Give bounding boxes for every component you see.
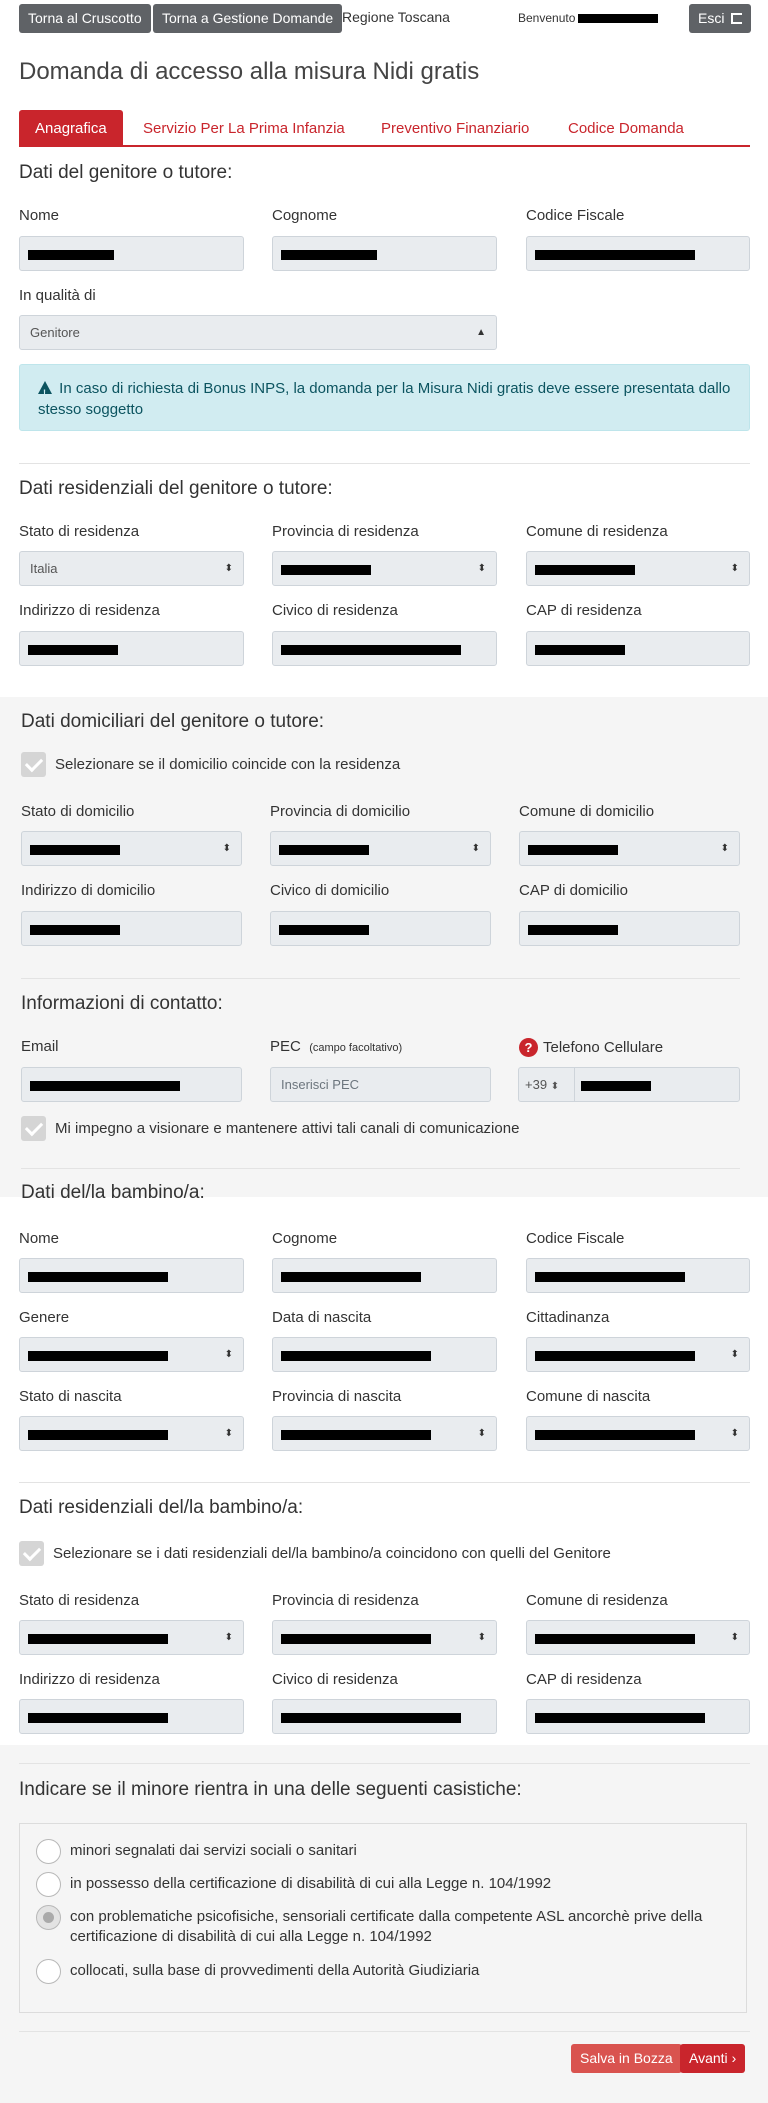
select-arrows-icon: ⬍ <box>730 1632 739 1643</box>
resb-provincia-label: Provincia di residenza <box>272 1592 419 1609</box>
pec-optional-note: (campo facoltativo) <box>309 1042 403 1054</box>
select-arrows-icon: ⬍ <box>550 1081 560 1092</box>
section-domicilio-title: Dati domiciliari del genitore o tutore: <box>21 711 325 732</box>
email-label: Email <box>21 1038 59 1055</box>
resb-cap-label: CAP di residenza <box>526 1671 642 1688</box>
genere-select[interactable] <box>19 1337 244 1372</box>
cittadinanza-select[interactable] <box>526 1337 750 1372</box>
genitore-cf-label: Codice Fiscale <box>526 207 625 224</box>
redacted-value <box>28 645 118 655</box>
comune-nascita-label: Comune di nascita <box>526 1388 651 1405</box>
dom-civico-label: Civico di domicilio <box>270 882 390 899</box>
select-arrows-icon: ⬍ <box>222 843 231 854</box>
residenza-bambino-coincide-checkbox[interactable] <box>19 1541 44 1566</box>
save-draft-button[interactable]: Salva in Bozza <box>571 2044 682 2073</box>
resb-indirizzo-input[interactable] <box>19 1699 244 1734</box>
divider <box>19 1763 750 1764</box>
redacted-value <box>281 1430 431 1440</box>
logout-label: Esci <box>698 10 725 26</box>
top-bar <box>0 0 768 38</box>
provincia-nascita-label: Provincia di nascita <box>272 1388 402 1405</box>
contact-commitment-label: Mi impegno a visionare e mantenere attivi tali canali di comunicazione <box>55 1120 520 1137</box>
casistiche-options-box <box>19 1823 747 2013</box>
genitore-cf-input[interactable] <box>526 236 750 271</box>
divider <box>19 463 750 464</box>
redacted-value <box>30 845 120 855</box>
divider <box>21 1168 740 1169</box>
resb-provincia-select[interactable] <box>272 1620 497 1655</box>
res-comune-label: Comune di residenza <box>526 523 668 540</box>
bambino-nome-input[interactable] <box>19 1258 244 1293</box>
res-comune-select[interactable] <box>526 551 750 586</box>
resb-comune-label: Comune di residenza <box>526 1592 668 1609</box>
stato-nascita-select[interactable] <box>19 1416 244 1451</box>
redacted-value <box>281 1713 461 1723</box>
telefono-label: Telefono Cellulare <box>543 1039 664 1056</box>
data-nascita-label: Data di nascita <box>272 1309 372 1326</box>
alert-text: In caso di richiesta di Bonus INPS, la domanda per la Misura Nidi gratis deve essere presentata dallo stesso soggetto <box>38 380 731 418</box>
dom-provincia-select[interactable] <box>270 831 491 866</box>
select-arrows-icon: ⬍ <box>224 563 233 574</box>
dom-cap-input[interactable] <box>519 911 740 946</box>
dom-indirizzo-input[interactable] <box>21 911 242 946</box>
select-arrows-icon: ⬍ <box>224 1349 233 1360</box>
select-arrows-icon: ⬍ <box>477 563 486 574</box>
redacted-value <box>28 1430 168 1440</box>
redacted-value <box>528 845 618 855</box>
select-arrows-icon: ⬍ <box>477 1428 486 1439</box>
tab-anagrafica[interactable]: Anagrafica <box>19 110 123 147</box>
redacted-username <box>578 14 658 23</box>
cittadinanza-label: Cittadinanza <box>526 1309 610 1326</box>
genitore-nome-input[interactable] <box>19 236 244 271</box>
contact-commitment-checkbox[interactable] <box>21 1116 46 1141</box>
tab-bar <box>19 110 750 147</box>
domicilio-coincide-checkbox[interactable] <box>21 752 46 777</box>
redacted-value <box>30 925 120 935</box>
resb-comune-select[interactable] <box>526 1620 750 1655</box>
tab-codice-domanda[interactable]: Codice Domanda <box>568 120 684 137</box>
select-arrows-icon: ⬍ <box>730 1428 739 1439</box>
select-arrows-icon: ⬍ <box>730 1349 739 1360</box>
genitore-cognome-input[interactable] <box>272 236 497 271</box>
bambino-nome-label: Nome <box>19 1230 60 1247</box>
res-stato-value: Italia <box>30 561 58 576</box>
redacted-value <box>28 250 114 260</box>
section-genitore-title: Dati del genitore o tutore: <box>19 162 233 183</box>
casistica-label-0: minori segnalati dai servizi sociali o sanitari <box>70 1842 357 1859</box>
page-title: Domanda di accesso alla misura Nidi gratis <box>19 58 480 85</box>
redacted-value <box>281 1634 431 1644</box>
region-name: Regione Toscana <box>342 9 450 25</box>
welcome-label: Benvenuto <box>518 11 576 25</box>
dom-civico-input[interactable] <box>270 911 491 946</box>
bambino-cognome-label: Cognome <box>272 1230 338 1247</box>
res-stato-select[interactable] <box>19 551 244 586</box>
divider <box>19 2031 750 2032</box>
welcome-text <box>518 11 658 25</box>
select-arrows-icon: ⬍ <box>477 1632 486 1643</box>
phone-prefix-value: +39 <box>525 1077 548 1092</box>
redacted-value <box>279 925 369 935</box>
redacted-value <box>281 250 377 260</box>
pec-label <box>270 1038 402 1055</box>
resb-civico-input[interactable] <box>272 1699 497 1734</box>
pec-placeholder: Inserisci PEC <box>281 1077 360 1092</box>
res-civico-label: Civico di residenza <box>272 602 398 619</box>
select-arrows-icon: ⬍ <box>730 563 739 574</box>
genitore-cognome-label: Cognome <box>272 207 338 224</box>
dom-comune-label: Comune di domicilio <box>519 803 655 820</box>
dom-stato-label: Stato di domicilio <box>21 803 135 820</box>
section-residenza-genitore-title: Dati residenziali del genitore o tutore: <box>19 478 333 499</box>
redacted-value <box>535 1713 705 1723</box>
section-contatto-title: Informazioni di contatto: <box>21 993 223 1014</box>
bambino-cf-label: Codice Fiscale <box>526 1230 625 1247</box>
select-arrows-icon: ⬍ <box>471 843 480 854</box>
qualita-value: Genitore <box>30 325 80 340</box>
bonus-inps-alert <box>19 364 750 431</box>
section-residenza-bambino-title: Dati residenziali del/la bambino/a: <box>19 1497 304 1518</box>
resb-stato-label: Stato di residenza <box>19 1592 140 1609</box>
dom-indirizzo-label: Indirizzo di domicilio <box>21 882 156 899</box>
res-provincia-select[interactable] <box>272 551 497 586</box>
tab-preventivo[interactable]: Preventivo Finanziario <box>381 120 530 137</box>
res-cap-label: CAP di residenza <box>526 602 642 619</box>
dom-cap-label: CAP di domicilio <box>519 882 628 899</box>
redacted-value <box>535 565 635 575</box>
provincia-nascita-select[interactable] <box>272 1416 497 1451</box>
select-arrows-icon: ⬍ <box>224 1632 233 1643</box>
chevron-right-icon: › <box>731 2050 737 2066</box>
res-indirizzo-input[interactable] <box>19 631 244 666</box>
redacted-value <box>30 1081 180 1091</box>
redacted-value <box>28 1713 168 1723</box>
casistica-label-1: in possesso della certificazione di disabilità di cui alla Legge n. 104/1992 <box>70 1875 552 1892</box>
next-button[interactable] <box>680 2044 745 2073</box>
logout-button[interactable] <box>689 4 751 33</box>
resb-indirizzo-label: Indirizzo di residenza <box>19 1671 160 1688</box>
dom-stato-select[interactable] <box>21 831 242 866</box>
redacted-value <box>279 845 369 855</box>
stato-nascita-label: Stato di nascita <box>19 1388 122 1405</box>
resb-cap-input[interactable] <box>526 1699 750 1734</box>
residenza-bambino-coincide-label: Selezionare se i dati residenziali del/la bambino/a coincidono con quelli del Genitore <box>53 1545 611 1562</box>
genitore-nome-label: Nome <box>19 207 60 224</box>
data-nascita-input[interactable] <box>272 1337 497 1372</box>
bambino-cf-input[interactable] <box>526 1258 750 1293</box>
redacted-value <box>535 1430 695 1440</box>
redacted-value <box>281 645 461 655</box>
casistica-radio-2[interactable] <box>36 1905 61 1930</box>
qualita-label: In qualità di <box>19 287 96 304</box>
select-arrows-icon: ⬍ <box>720 843 729 854</box>
redacted-value <box>535 1272 685 1282</box>
dom-provincia-label: Provincia di domicilio <box>270 803 411 820</box>
casistica-label-2: con problematiche psicofisiche, sensoriali certificate dalla competente ASL ancorchè prive della certificazione di disabilità di cui alla Legge n. 104/1992 <box>70 1908 703 1945</box>
redacted-value <box>281 565 371 575</box>
qualita-select[interactable] <box>19 315 497 350</box>
redacted-value <box>28 1634 168 1644</box>
redacted-value <box>535 645 625 655</box>
resb-civico-label: Civico di residenza <box>272 1671 398 1688</box>
divider <box>19 1482 750 1483</box>
redacted-value <box>535 250 695 260</box>
redacted-value <box>281 1272 421 1282</box>
tab-servizio[interactable]: Servizio Per La Prima Infanzia <box>143 120 345 137</box>
pec-label-text: PEC <box>270 1038 301 1055</box>
bambino-cognome-input[interactable] <box>272 1258 497 1293</box>
redacted-value <box>581 1081 651 1091</box>
section-bambino-title: Dati del/la bambino/a: <box>21 1182 205 1203</box>
resb-stato-select[interactable] <box>19 1620 244 1655</box>
casistica-radio-0[interactable] <box>36 1839 61 1864</box>
casistica-label-3: collocati, sulla base di provvedimenti della Autorità Giudiziaria <box>70 1962 480 1979</box>
warning-icon <box>38 381 52 394</box>
res-cap-input[interactable] <box>526 631 750 666</box>
phone-number-input[interactable] <box>574 1067 740 1102</box>
comune-nascita-select[interactable] <box>526 1416 750 1451</box>
logout-icon <box>731 13 742 24</box>
redacted-value <box>28 1351 168 1361</box>
res-civico-input[interactable] <box>272 631 497 666</box>
select-arrows-icon: ▲ <box>476 327 486 338</box>
casistica-radio-1[interactable] <box>36 1872 61 1897</box>
res-stato-label: Stato di residenza <box>19 523 140 540</box>
res-indirizzo-label: Indirizzo di residenza <box>19 602 160 619</box>
select-arrows-icon: ⬍ <box>224 1428 233 1439</box>
genere-label: Genere <box>19 1309 70 1326</box>
next-label: Avanti <box>689 2050 728 2066</box>
email-input[interactable] <box>21 1067 242 1102</box>
domicilio-coincide-label: Selezionare se il domicilio coincide con la residenza <box>55 756 401 773</box>
redacted-value <box>528 925 618 935</box>
res-provincia-label: Provincia di residenza <box>272 523 419 540</box>
redacted-value <box>281 1351 431 1361</box>
redacted-value <box>535 1634 695 1644</box>
redacted-value <box>535 1351 695 1361</box>
help-icon[interactable]: ? <box>519 1038 538 1057</box>
dom-comune-select[interactable] <box>519 831 740 866</box>
section-casistiche-title: Indicare se il minore rientra in una delle seguenti casistiche: <box>19 1779 522 1800</box>
pec-input[interactable] <box>270 1067 491 1102</box>
casistica-radio-3[interactable] <box>36 1959 61 1984</box>
phone-prefix-select[interactable] <box>518 1067 575 1102</box>
back-to-applications-button[interactable]: Torna a Gestione Domande <box>153 4 342 33</box>
divider <box>21 978 740 979</box>
back-to-dashboard-button[interactable]: Torna al Cruscotto <box>19 4 151 33</box>
redacted-value <box>28 1272 168 1282</box>
